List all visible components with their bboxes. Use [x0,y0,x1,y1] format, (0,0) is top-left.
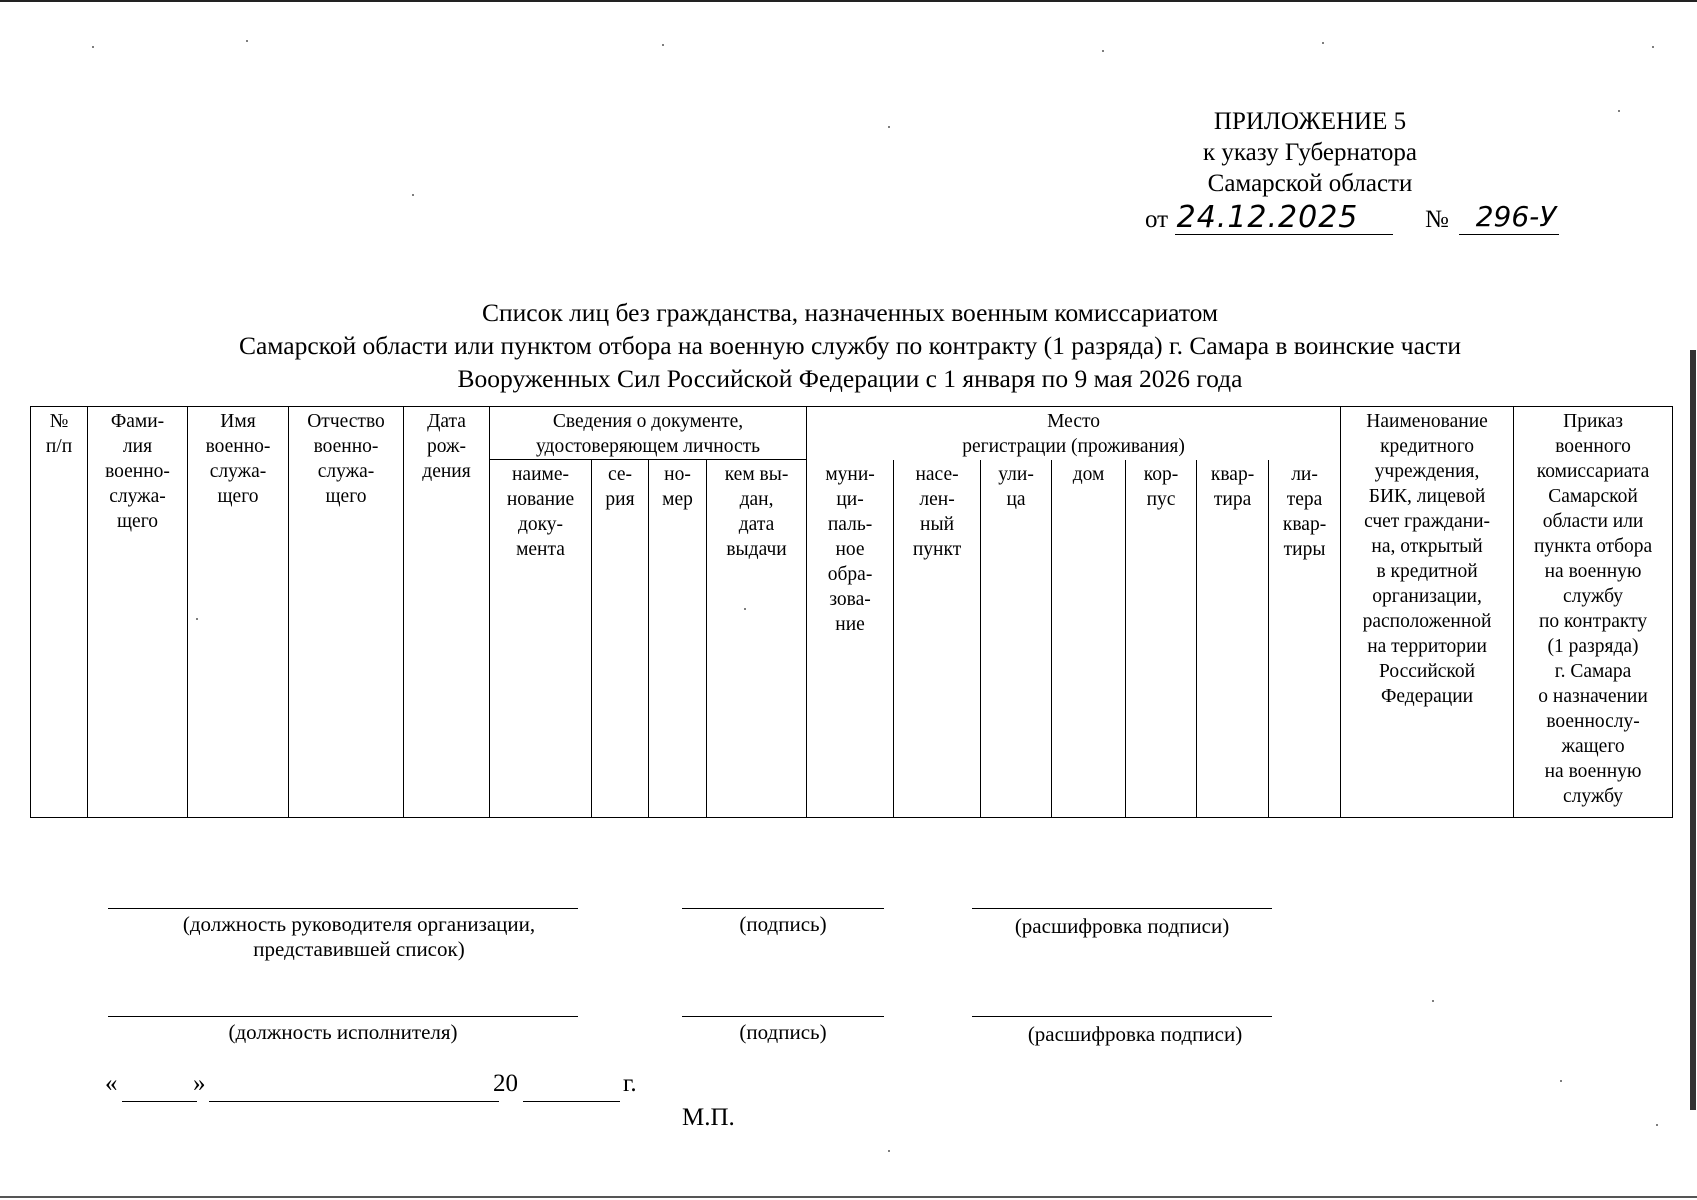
text-line: военно- [205,436,271,457]
scan-speck [888,1150,890,1152]
text-line: зова- [829,588,871,610]
header-municipality [807,460,894,818]
decipher-caption-1: (расшифровка подписи) [1014,914,1230,938]
year-suffix: г. [623,1070,637,1097]
text-line: Сведения о документе, [552,411,744,432]
text-line: военнослу- [1546,711,1640,732]
text-line: службу [1563,586,1624,607]
scan-speck [246,40,248,42]
from-label: от [1145,206,1169,233]
text-line: на военную [1544,761,1642,782]
scan-speck [1432,1000,1434,1002]
text-line: рож- [427,436,466,457]
text-line: военно- [313,436,379,457]
annex-decree-line: к указу Губернатора [1202,139,1418,166]
text-line: но- [664,464,691,485]
scan-speck [888,126,890,128]
text-line: на территории [1367,636,1487,657]
text-line: ное [835,538,865,560]
number-underline [1459,234,1559,235]
head-position-caption [108,912,610,962]
scan-edge-right [1690,350,1696,1110]
text-line: регистрации (проживания) [962,436,1185,457]
text-line: (1 разряда) [1547,636,1639,657]
month-blank [209,1101,499,1102]
text-line: военно- [105,461,170,482]
text-line: п/п [45,436,73,457]
text-line: ца [1006,488,1026,510]
text-line: служа- [317,461,375,482]
text-line: комиссариата [1536,461,1650,482]
header-patronymic [289,407,404,818]
scan-speck [1656,1124,1658,1126]
header-street [981,460,1052,818]
text-line: кредитного [1380,436,1475,457]
text-line: Дата [427,411,466,432]
text-line: нование [506,489,575,510]
executor-position-caption: (должность исполнителя) [228,1020,458,1044]
scan-speck [412,194,414,196]
decipher-caption-2: (расшифровка подписи) [1027,1022,1243,1046]
text-line: тера [1286,488,1323,510]
text-line: Имя [220,411,256,432]
text-line: Российской [1378,661,1476,682]
seal-place: М.П. [682,1104,735,1131]
text-line: ли- [1291,463,1318,485]
header-document-issued [707,460,807,818]
text-line: ный [920,513,955,535]
text-line: лен- [919,488,955,510]
scan-speck [196,618,198,620]
header-document-number [649,460,707,818]
text-line: щего [325,486,367,507]
signature-caption-2: (подпись) [739,1020,827,1044]
text-line: муни- [825,463,875,485]
scan-speck [92,46,94,48]
text-line: военного [1555,436,1631,457]
decipher-line-2 [972,1016,1272,1017]
text-line: удостоверяющем личность [536,436,761,457]
text-line: насе- [915,463,959,485]
executor-position-line [108,1016,578,1017]
scan-speck [662,44,664,46]
text-line: службу [1563,786,1624,807]
date-blank-line [105,1070,665,1110]
header-locality [894,460,981,818]
text-line: г. Самара [1554,661,1632,682]
text-line: служа- [109,486,166,507]
text-line: тиры [1283,538,1326,560]
text-line: Фами- [110,411,165,432]
text-line: Самарской [1548,486,1638,507]
text-line: ули- [998,463,1034,485]
annex-title: ПРИЛОЖЕНИЕ 5 [1213,108,1407,135]
header-house [1052,460,1126,818]
title-line-1: Список лиц без гражданства, назначенных военным комиссариатом [481,298,1219,327]
text-line: квар- [1210,463,1255,485]
handwritten-date: 24.12.2025 [1176,200,1359,235]
header-document-name [490,460,592,818]
text-line: служа- [209,461,267,482]
text-line: организации, [1372,586,1482,607]
header-identity-document-group [490,407,807,460]
text-line: се- [607,464,633,485]
scan-speck [744,608,746,610]
header-apartment-letter [1269,460,1341,818]
text-line: БИК, лицевой [1368,486,1486,507]
text-line: пус [1146,488,1176,510]
text-line: обра- [827,563,873,585]
title-line-2: Самарской области или пунктом отбора на военную службу по контракту (1 разряда) г. Самара в воинские части [238,331,1462,360]
date-underline [1175,234,1393,235]
text-line: (должность руководителя организации, [182,912,536,936]
text-line: дения [422,461,471,482]
scan-edge-top [0,0,1697,2]
handwritten-number: 296-У [1475,200,1557,233]
header-birth-date [404,407,490,818]
title-line-3: Вооруженных Сил Российской Федерации с 1 января по 9 мая 2026 года [457,364,1243,393]
header-registration-group [807,407,1341,460]
header-bank-details [1341,407,1514,818]
text-line: дом [1072,463,1105,485]
annex-region-line: Самарской области [1207,170,1413,197]
text-line: щего [217,486,259,507]
year-prefix: 20 [493,1070,518,1097]
header-first-name [188,407,289,818]
annex-header [1140,106,1480,199]
scan-edge-bottom [0,1196,1697,1198]
text-line: № [49,411,69,432]
text-line: на военную [1544,561,1642,582]
open-quote: « [105,1070,118,1097]
header-building [1126,460,1197,818]
text-line: мента [516,539,565,560]
text-line: на, открытый [1371,536,1483,557]
day-blank [122,1101,197,1102]
text-line: счет граждани- [1364,511,1491,532]
text-line: Федерации [1381,686,1474,707]
scan-speck [1618,110,1620,112]
text-line: дан, [739,489,774,510]
text-line: жащего [1561,736,1625,757]
text-line: в кредитной [1376,561,1478,582]
text-line: рия [605,489,635,510]
text-line: пункта отбора [1533,536,1653,557]
header-military-order [1514,407,1673,818]
text-line: Место [1047,411,1100,432]
text-line: о назначении [1538,686,1648,707]
text-line: области или [1542,511,1644,532]
decipher-line-1 [972,908,1272,909]
text-line: тира [1213,488,1252,510]
scan-speck [1322,42,1324,44]
text-line: расположенной [1362,611,1492,632]
text-line: доку- [517,514,564,535]
annex-date-number [1145,200,1595,240]
text-line: щего [117,511,158,532]
text-line: дата [738,514,775,535]
text-line: по контракту [1538,611,1648,632]
header-surname [88,407,188,818]
text-line: паль- [827,513,873,535]
text-line: ние [835,613,865,635]
document-title [40,296,1660,395]
signature-line-2 [682,1016,884,1017]
text-line: Отчество [307,411,385,432]
signature-caption-1: (подпись) [739,912,827,936]
header-apartment [1197,460,1269,818]
text-line: выдачи [726,539,787,560]
head-position-line [108,908,578,909]
scan-speck [1652,46,1654,48]
header-document-series [592,460,649,818]
text-line: представившей список) [253,937,465,961]
scan-speck [1560,1080,1562,1082]
text-line: учреждения, [1374,461,1480,482]
number-label: № [1425,206,1449,233]
scan-speck [1102,50,1104,52]
close-quote: » [193,1070,206,1097]
signature-line-1 [682,908,884,909]
text-line: лия [122,436,153,457]
text-line: Наименование [1366,411,1488,432]
text-line: кор- [1143,463,1179,485]
text-line: мер [662,489,693,510]
header-number [31,407,88,818]
year-blank [523,1101,620,1102]
text-line: квар- [1282,513,1327,535]
text-line: наиме- [511,464,569,485]
text-line: ци- [836,488,864,510]
text-line: Приказ [1563,411,1623,432]
servicemen-list-table [30,406,1673,818]
text-line: кем вы- [724,464,789,485]
text-line: пункт [912,538,962,560]
